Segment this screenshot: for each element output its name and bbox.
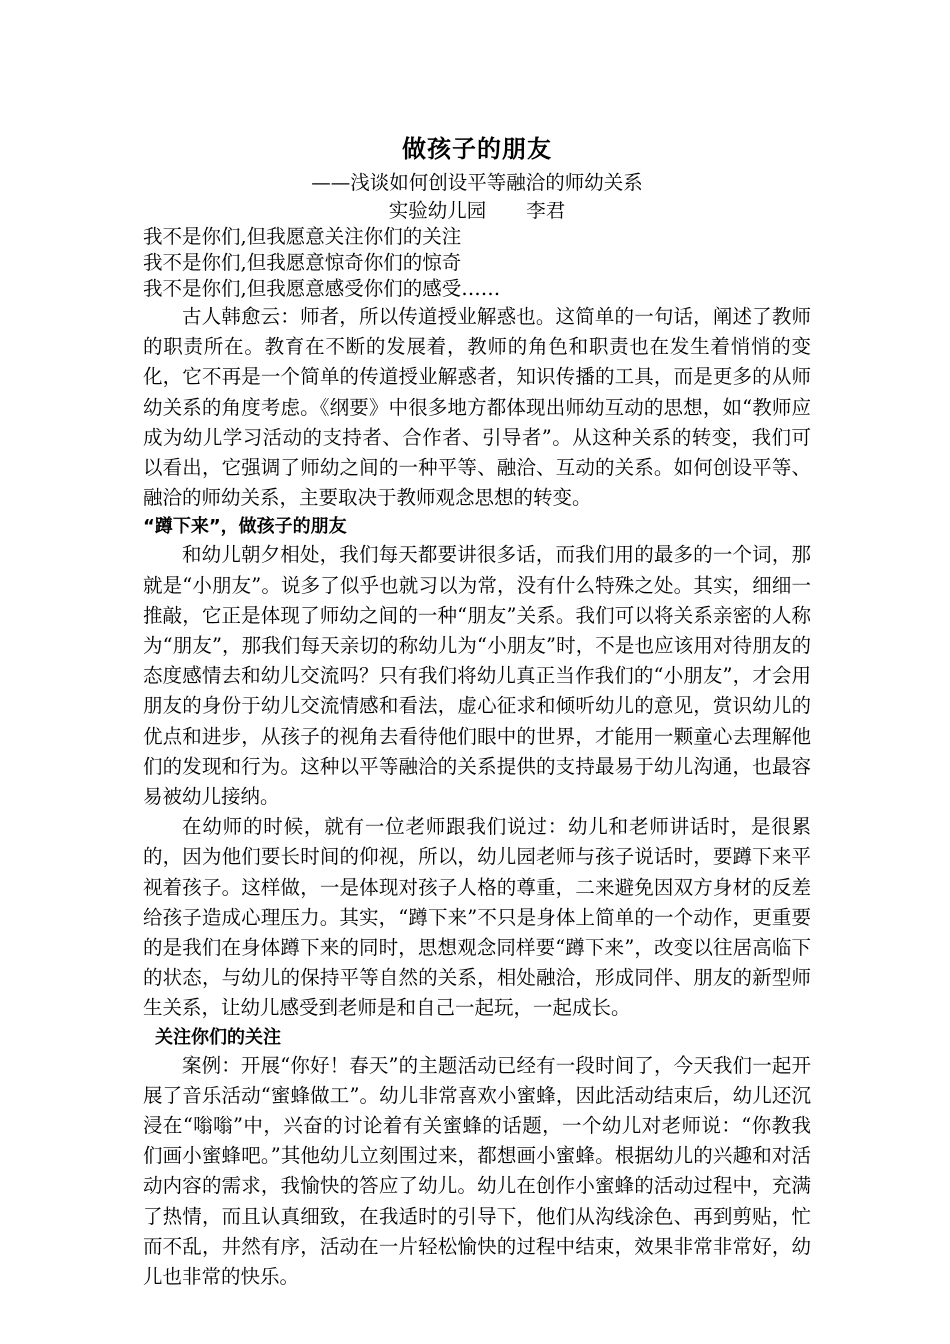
poem-line: 我不是你们,但我愿意关注你们的关注 [143,225,462,248]
body-paragraph: 在幼师的时候，就有一位老师跟我们说过：幼儿和老师讲话时，是很累的，因为他们要长时间的仰视，所以，幼儿园老师与孩子说话时，要蹲下来平视着孩子。这样做，一是体现对孩子人格的尊重，二来避免因双方身材的反差给孩子造成心理压力。其实，“蹲下来”不只是身体上简单的一个动作，更重要的是我们在身体蹲下来的同时，思想观念同样要“蹲下来”，改变以往居高临下的状态，与幼儿的保持平等自然的关系，相处融洽，形成同伴、朋友的新型师生关系，让幼儿感受到老师是和自己一起玩，一起成长。 [143,815,811,1020]
author-name: 李君 [526,199,566,222]
section-heading: “蹲下来”，做孩子的朋友 [143,516,347,538]
intro-paragraph: 古人韩愈云：师者，所以传道授业解惑也。这简单的一句话，阐述了教师的职责所在。教育在不断的发展着，教师的角色和职责也在发生着悄悄的变化，它不再是一个简单的传道授业解惑者，知识传播的工具，而是更多的从师幼关系的角度考虑。《纲要》中很多地方都体现出师幼互动的思想，如“教师应成为幼儿学习活动的支持者、合作者、引导者”。从这种关系的转变，我们可以看出，它强调了师幼之间的一种平等、融洽、互动的关系。如何创设平等、融洽的师幼关系，主要取决于教师观念思想的转变。 [143,305,811,510]
section-heading: 关注你们的关注 [155,1026,281,1048]
author-organization: 实验幼儿园 [388,199,487,222]
author-line [143,198,811,224]
body-paragraph: 案例：开展“你好！春天”的主题活动已经有一段时间了，今天我们一起开展了音乐活动“蜜蜂做工”。幼儿非常喜欢小蜜蜂，因此活动结束后，幼儿还沉浸在“嗡嗡”中，兴奋的讨论着有关蜜蜂的话题，一个幼儿对老师说：“你教我们画小蜜蜂吧。”其他幼儿立刻围过来，都想画小蜜蜂。根据幼儿的兴趣和对活动内容的需求，我愉快的答应了幼儿。幼儿在创作小蜜蜂的活动过程中，充满了热情，而且认真细致，在我适时的引导下，他们从沟线涂色、再到剪贴，忙而不乱，井然有序，活动在一片轻松愉快的过程中结束，效果非常非常好，幼儿也非常的快乐。 [143,1053,811,1289]
poem-line: 我不是你们,但我愿意惊奇你们的惊奇 [143,251,462,274]
poem-line: 我不是你们,但我愿意感受你们的感受…… [143,277,501,300]
document-title: 做孩子的朋友 [402,134,552,163]
document-subtitle: ——浅谈如何创设平等融洽的师幼关系 [311,171,643,194]
document-page [143,132,811,1292]
body-paragraph: 和幼儿朝夕相处，我们每天都要讲很多话，而我们用的最多的一个词，那就是“小朋友”。说多了似乎也就习以为常，没有什么特殊之处。其实，细细一推敲，它正是体现了师幼之间的一种“朋友”关系。我们可以将关系亲密的人称为“朋友”，那我们每天亲切的称幼儿为“小朋友”时，不是也应该用对待朋友的态度感情去和幼儿交流吗？只有我们将幼儿真正当作我们的“小朋友”，才会用朋友的身份于幼儿交流情感和看法，虚心征求和倾听幼儿的意见，赏识幼儿的优点和进步，从孩子的视角去看待他们眼中的世界，才能用一颗童心去理解他们的发现和行为。这种以平等融洽的关系提供的支持最易于幼儿沟通，也最容易被幼儿接纳。 [143,543,811,809]
